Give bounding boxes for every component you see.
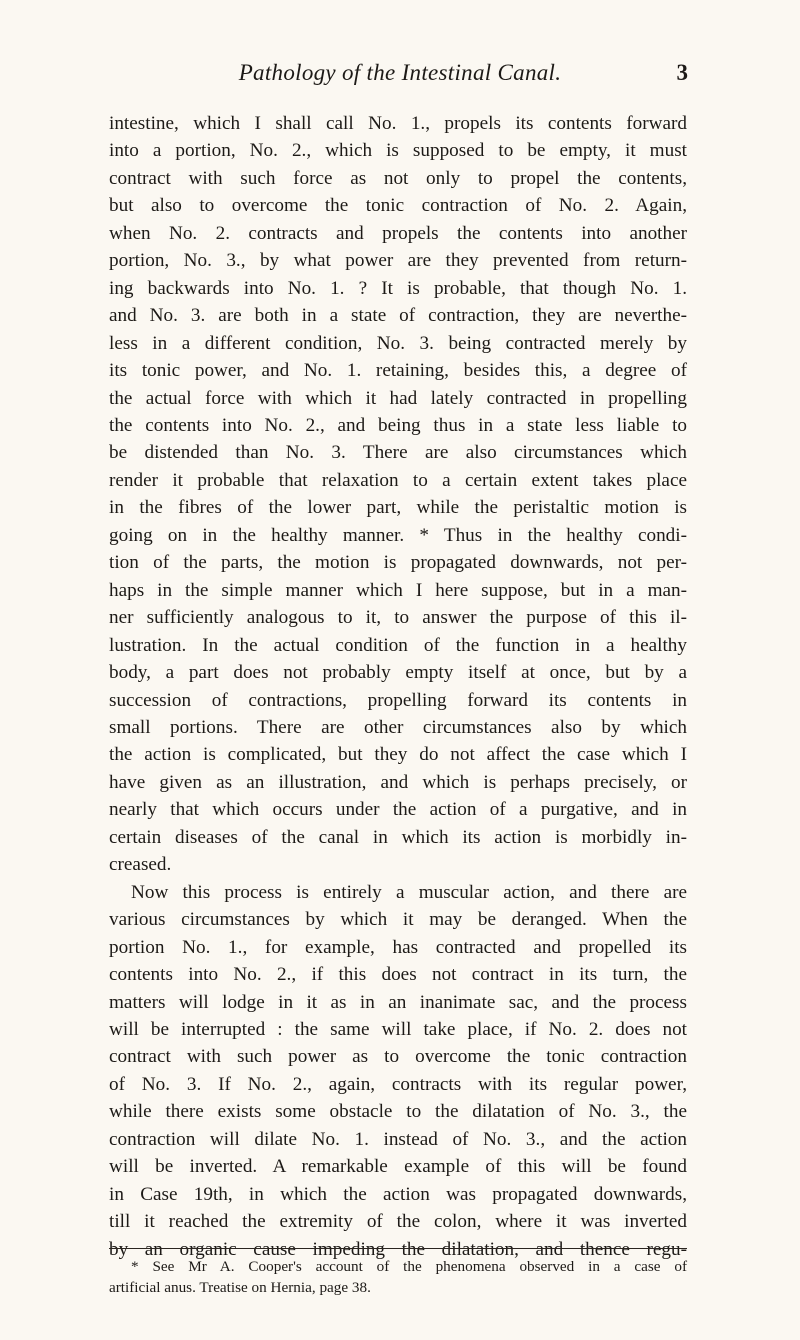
paragraph-start-line: Now this process is entirely a muscular action, and there are bbox=[131, 881, 687, 903]
text-line: ner sufficiently analogous to it, to answer the purpose of this il- bbox=[109, 607, 687, 629]
text-line: body, a part does not probably empty itself at once, but by a bbox=[109, 662, 687, 684]
running-title: Pathology of the Intestinal Canal. bbox=[238, 60, 562, 85]
text-line: haps in the simple manner which I here suppose, but in a man- bbox=[109, 579, 687, 601]
text-line: contract with such force as not only to propel the contents, bbox=[109, 167, 687, 189]
text-line: certain diseases of the canal in which its action is morbidly in- bbox=[109, 826, 687, 848]
text-line: the actual force with which it had lately contracted in propelling bbox=[109, 387, 687, 409]
running-head bbox=[120, 60, 688, 100]
text-line: various circumstances by which it may be deranged. When the bbox=[109, 909, 687, 931]
text-line: of No. 3. If No. 2., again, contracts with its regular power, bbox=[109, 1073, 687, 1095]
text-line: will be interrupted : the same will take place, if No. 2. does not bbox=[109, 1018, 687, 1040]
text-line: be distended than No. 3. There are also circumstances which bbox=[109, 442, 687, 464]
text-line: less in a different condition, No. 3. being contracted merely by bbox=[109, 332, 687, 354]
text-line: contract with such power as to overcome the tonic contraction bbox=[109, 1046, 687, 1068]
text-line: render it probable that relaxation to a certain extent takes place bbox=[109, 469, 687, 491]
text-line: and No. 3. are both in a state of contraction, they are neverthe- bbox=[109, 305, 687, 327]
page-number: 3 bbox=[676, 60, 688, 85]
text-line: contents into No. 2., if this does not contract in its turn, the bbox=[109, 964, 687, 986]
text-line: but also to overcome the tonic contraction of No. 2. Again, bbox=[109, 195, 687, 217]
footnote-divider bbox=[109, 1248, 687, 1249]
text-line: into a portion, No. 2., which is supposed to be empty, it must bbox=[109, 140, 687, 162]
text-line: its tonic power, and No. 1. retaining, besides this, a degree of bbox=[109, 360, 687, 382]
footnote-line: artificial anus. Treatise on Hernia, page 38. bbox=[109, 1279, 371, 1296]
text-line: small portions. There are other circumstances also by which bbox=[109, 716, 687, 738]
text-line: the contents into No. 2., and being thus in a state less liable to bbox=[109, 414, 687, 436]
text-line: by an organic cause impeding the dilatation, and thence regu- bbox=[109, 1238, 687, 1260]
text-line: succession of contractions, propelling forward its contents in bbox=[109, 689, 687, 711]
text-line: creased. bbox=[109, 854, 172, 876]
text-line: tion of the parts, the motion is propagated downwards, not per- bbox=[109, 552, 687, 574]
text-line: going on in the healthy manner. * Thus in the healthy condi- bbox=[109, 524, 687, 546]
footnote-line: * See Mr A. Cooper's account of the phenomena observed in a case of bbox=[131, 1258, 687, 1275]
text-line: in the fibres of the lower part, while the peristaltic motion is bbox=[109, 497, 687, 519]
text-line: when No. 2. contracts and propels the contents into another bbox=[109, 222, 687, 244]
text-line: intestine, which I shall call No. 1., propels its contents forward bbox=[109, 113, 687, 134]
text-line: matters will lodge in it as in an inanimate sac, and the process bbox=[109, 991, 687, 1013]
text-line: nearly that which occurs under the action of a purgative, and in bbox=[109, 799, 687, 821]
footnote bbox=[109, 1256, 687, 1298]
text-line: lustration. In the actual condition of the function in a healthy bbox=[109, 634, 687, 656]
text-line: the action is complicated, but they do not affect the case which I bbox=[109, 744, 687, 766]
text-line: while there exists some obstacle to the dilatation of No. 3., the bbox=[109, 1101, 687, 1123]
text-line: contraction will dilate No. 1. instead of No. 3., and the action bbox=[109, 1128, 687, 1150]
text-line: till it reached the extremity of the colon, where it was inverted bbox=[109, 1211, 687, 1233]
body-text bbox=[109, 110, 687, 1263]
text-line: will be inverted. A remarkable example of this will be found bbox=[109, 1156, 687, 1178]
text-line: portion No. 1., for example, has contracted and propelled its bbox=[109, 936, 687, 958]
text-line: portion, No. 3., by what power are they prevented from return- bbox=[109, 250, 687, 272]
text-line: in Case 19th, in which the action was propagated downwards, bbox=[109, 1183, 687, 1205]
text-line: ing backwards into No. 1. ? It is probable, that though No. 1. bbox=[109, 277, 687, 299]
text-line: have given as an illustration, and which is perhaps precisely, or bbox=[109, 771, 687, 793]
